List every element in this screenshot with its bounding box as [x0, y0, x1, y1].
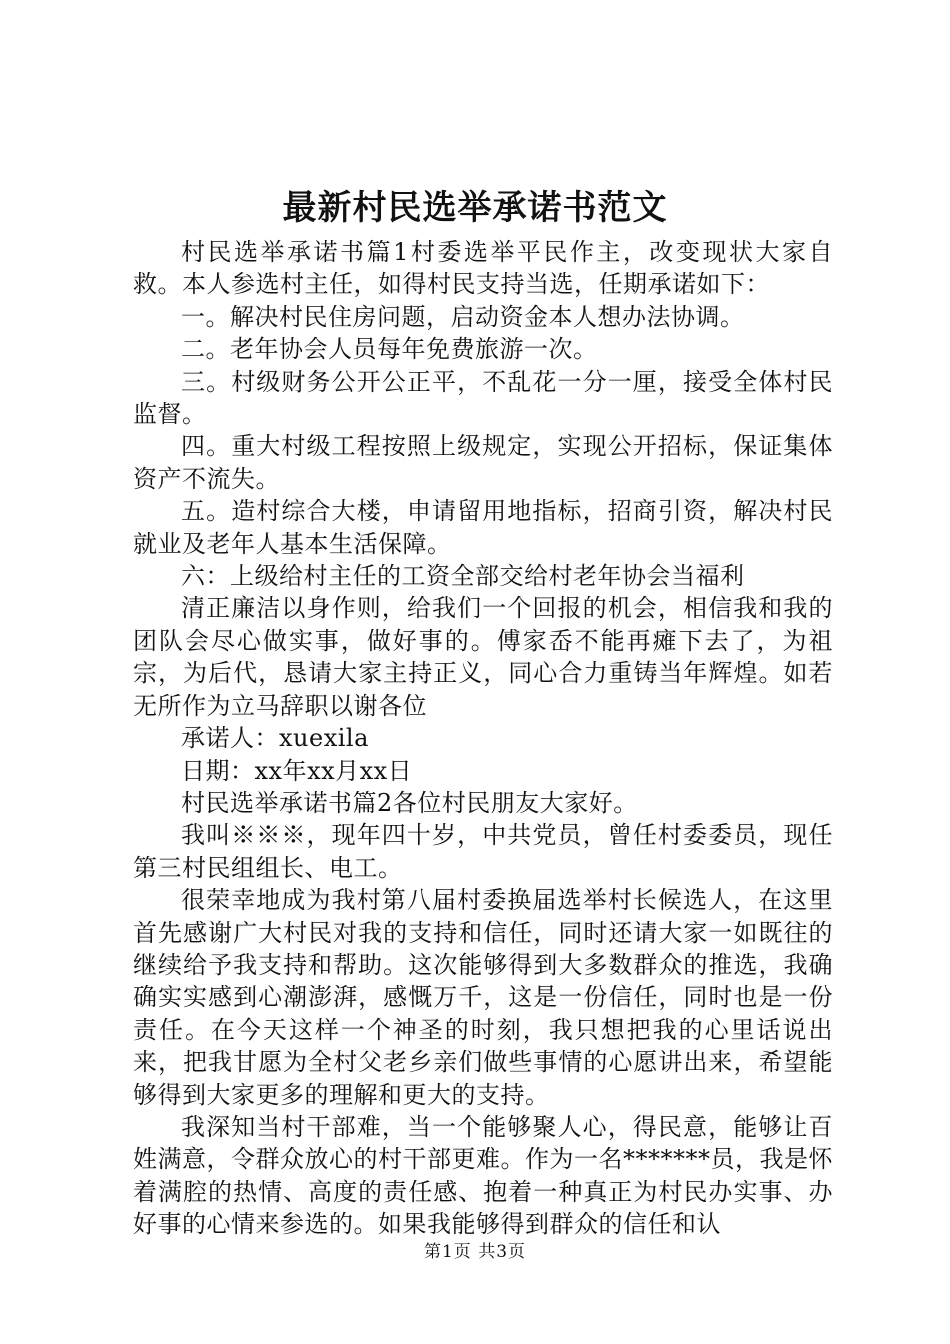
paragraph: 一。解决村民住房问题，启动资金本人想办法协调。: [181, 302, 745, 331]
paragraph: 村民选举承诺书篇2各位村民朋友大家好。: [181, 788, 638, 817]
page-footer: 第1页 共3页: [423, 1242, 527, 1262]
paragraph: 日期：xx年xx月xx日: [181, 756, 413, 785]
paragraph: 承诺人：xuexila: [181, 724, 369, 753]
paragraph: 六：上级给村主任的工资全部交给村老年协会当福利: [181, 562, 745, 591]
paragraph: 清正廉洁以身作则，给我们一个回报的机会，相信我和我的团队会尽心做实事，做好事的。傅家岙不能再瘫下去了，为祖宗，为后代，恳请大家主持正义，同心合力重铸当年辉煌。如若无所作为立马辞职以谢各位: [133, 594, 833, 720]
paragraph: 三。村级财务公开公正平，不乱花一分一厘，接受全体村民监督。: [133, 367, 833, 429]
document-body: [133, 236, 833, 1241]
paragraph: 二。老年协会人员每年免费旅游一次。: [181, 335, 598, 364]
paragraph: 四。重大村级工程按照上级规定，实现公开招标，保证集体资产不流失。: [133, 432, 833, 493]
paragraph: 村民选举承诺书篇1村委选举平民作主，改变现状大家自救。本人参选村主任，如得村民支持当选，任期承诺如下：: [133, 238, 833, 299]
paragraph: 我深知当村干部难，当一个能够聚人心，得民意，能够让百姓满意，令群众放心的村干部更难。作为一名*******员，我是怀着满腔的热情、高度的责任感、抱着一种真正为村民办实事、办好事的心情来参选的。如果我能够得到群众的信任和认: [133, 1112, 833, 1239]
paragraph: 我叫※※※，现年四十岁，中共党员，曾任村委委员，现任第三村民组组长、电工。: [133, 821, 833, 882]
paragraph: 很荣幸地成为我村第八届村委换届选举村长候选人，在这里首先感谢广大村民对我的支持和信任，同时还请大家一如既往的继续给予我支持和帮助。这次能够得到大多数群众的推选，我确确实实感到心潮澎湃，感慨万千，这是一份信任，同时也是一份责任。在今天这样一个神圣的时刻，我只想把我的心里话说出来，把我甘愿为全村父老乡亲们做些事情的心愿讲出来，希望能够得到大家更多的理解和更大的支持。: [133, 886, 833, 1109]
document-title: 最新村民选举承诺书范文: [282, 188, 668, 228]
paragraph: 五。造村综合大楼，申请留用地指标，招商引资，解决村民就业及老年人基本生活保障。: [133, 497, 833, 558]
